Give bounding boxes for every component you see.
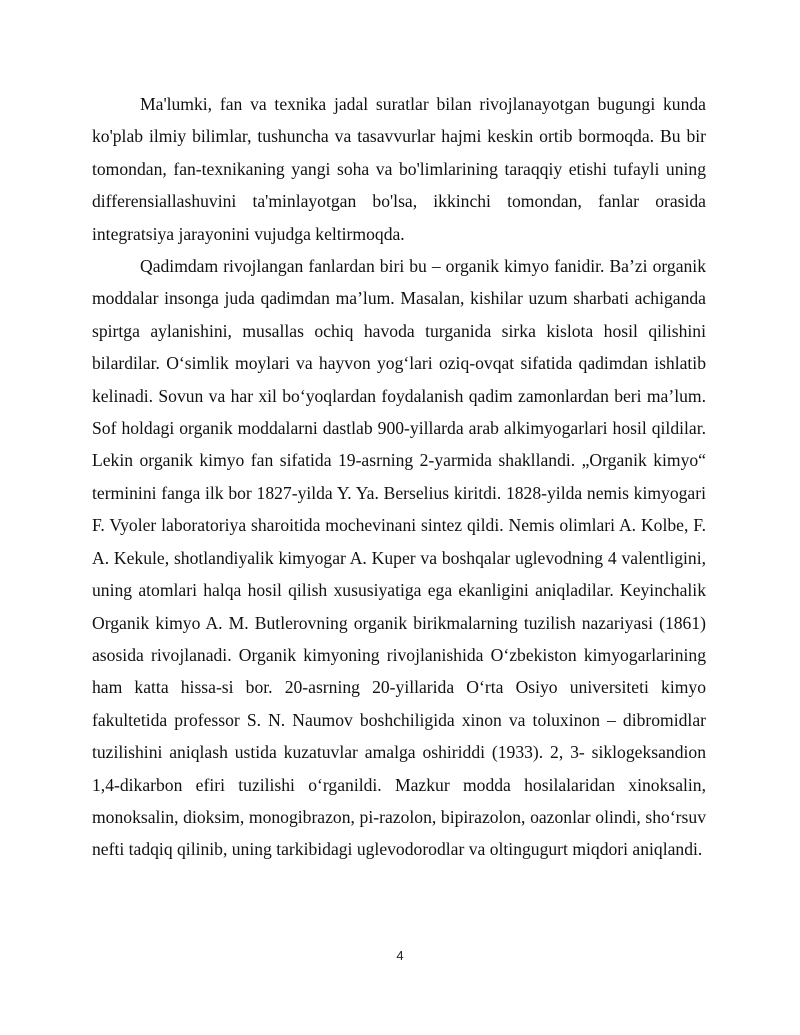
body-text xyxy=(92,88,706,866)
paragraph-organic-chemistry-history: Qadimdam rivojlangan fanlardan biri bu – organik kimyo fanidir. Ba’zi organik moddalar insonga juda qadimdan ma’lum. Masalan, kishilar uzum sharbati achiganda spirtga aylanishini, musallas ochiq havoda turganida sirka kislota hosil qilishini bilardilar. O‘simlik moylari va hayvon yog‘lari oziq-ovqat sifatida qadimdan ishlatib kelinadi. Sovun va har xil bo‘yoqlardan foydalanish qadim zamonlardan beri ma’lum. Sof holdagi organik moddalarni dastlab 900-yillarda arab alkimyogarlari hosil qildilar. Lekin organik kimyo fan sifatida 19-asrning 2-yarmida shakllandi. „Organik kimyo“ terminini fanga ilk bor 1827-yilda Y. Ya. Berselius kiritdi. 1828-yilda nemis kimyogari F. Vyoler laboratoriya sharoitida mochevinani sintez qildi. Nemis olimlari A. Kolbe, F. A. Kekule, shotlandiyalik kimyogar A. Kuper va boshqalar uglevodning 4 valentligini, uning atomlari halqa hosil qilish xususiyatiga ega ekanligini aniqladilar. Keyinchalik Organik kimyo A. M. Butlerovning organik birikmalarning tuzilish nazariyasi (1861) asosida rivojlanadi. Organik kimyoning rivojlanishida O‘zbekiston kimyogarlarining ham katta hissa-si bor. 20-asrning 20-yillarida O‘rta Osiyo universiteti kimyo fakultetida professor S. N. Naumov boshchiligida xinon va toluxinon – dibromidlar tuzilishini aniqlash ustida kuzatuvlar amalga oshiriddi (1933). 2, 3- siklogeksandion 1,4-dikarbon efiri tuzilishi o‘rganildi. Mazkur modda hosilalaridan xinoksalin, monoksalin, dioksim, monogibrazon, pi-razolon, bipirazolon, oazonlar olindi, sho‘rsuv nefti tadqiq qilinib, uning tarkibidagi uglevodorodlar va oltingugurt miqdori aniqlandi. xyxy=(92,256,706,860)
page-number: 4 xyxy=(396,948,404,963)
paragraph-intro: Ma'lumki, fan va texnika jadal suratlar bilan rivojlanayotgan bugungi kunda ko'plab ilmiy bilimlar, tushuncha va tasavvurlar hajmi keskin ortib bormoqda. Bu bir tomondan, fan-texnikaning yangi soha va bo'limlarining taraqqiy etishi tufayli uning differensiallashuvini ta'minlayotgan bo'lsa, ikkinchi tomondan, fanlar orasida integratsiya jarayonini vujudga keltirmoqda. xyxy=(92,94,706,244)
